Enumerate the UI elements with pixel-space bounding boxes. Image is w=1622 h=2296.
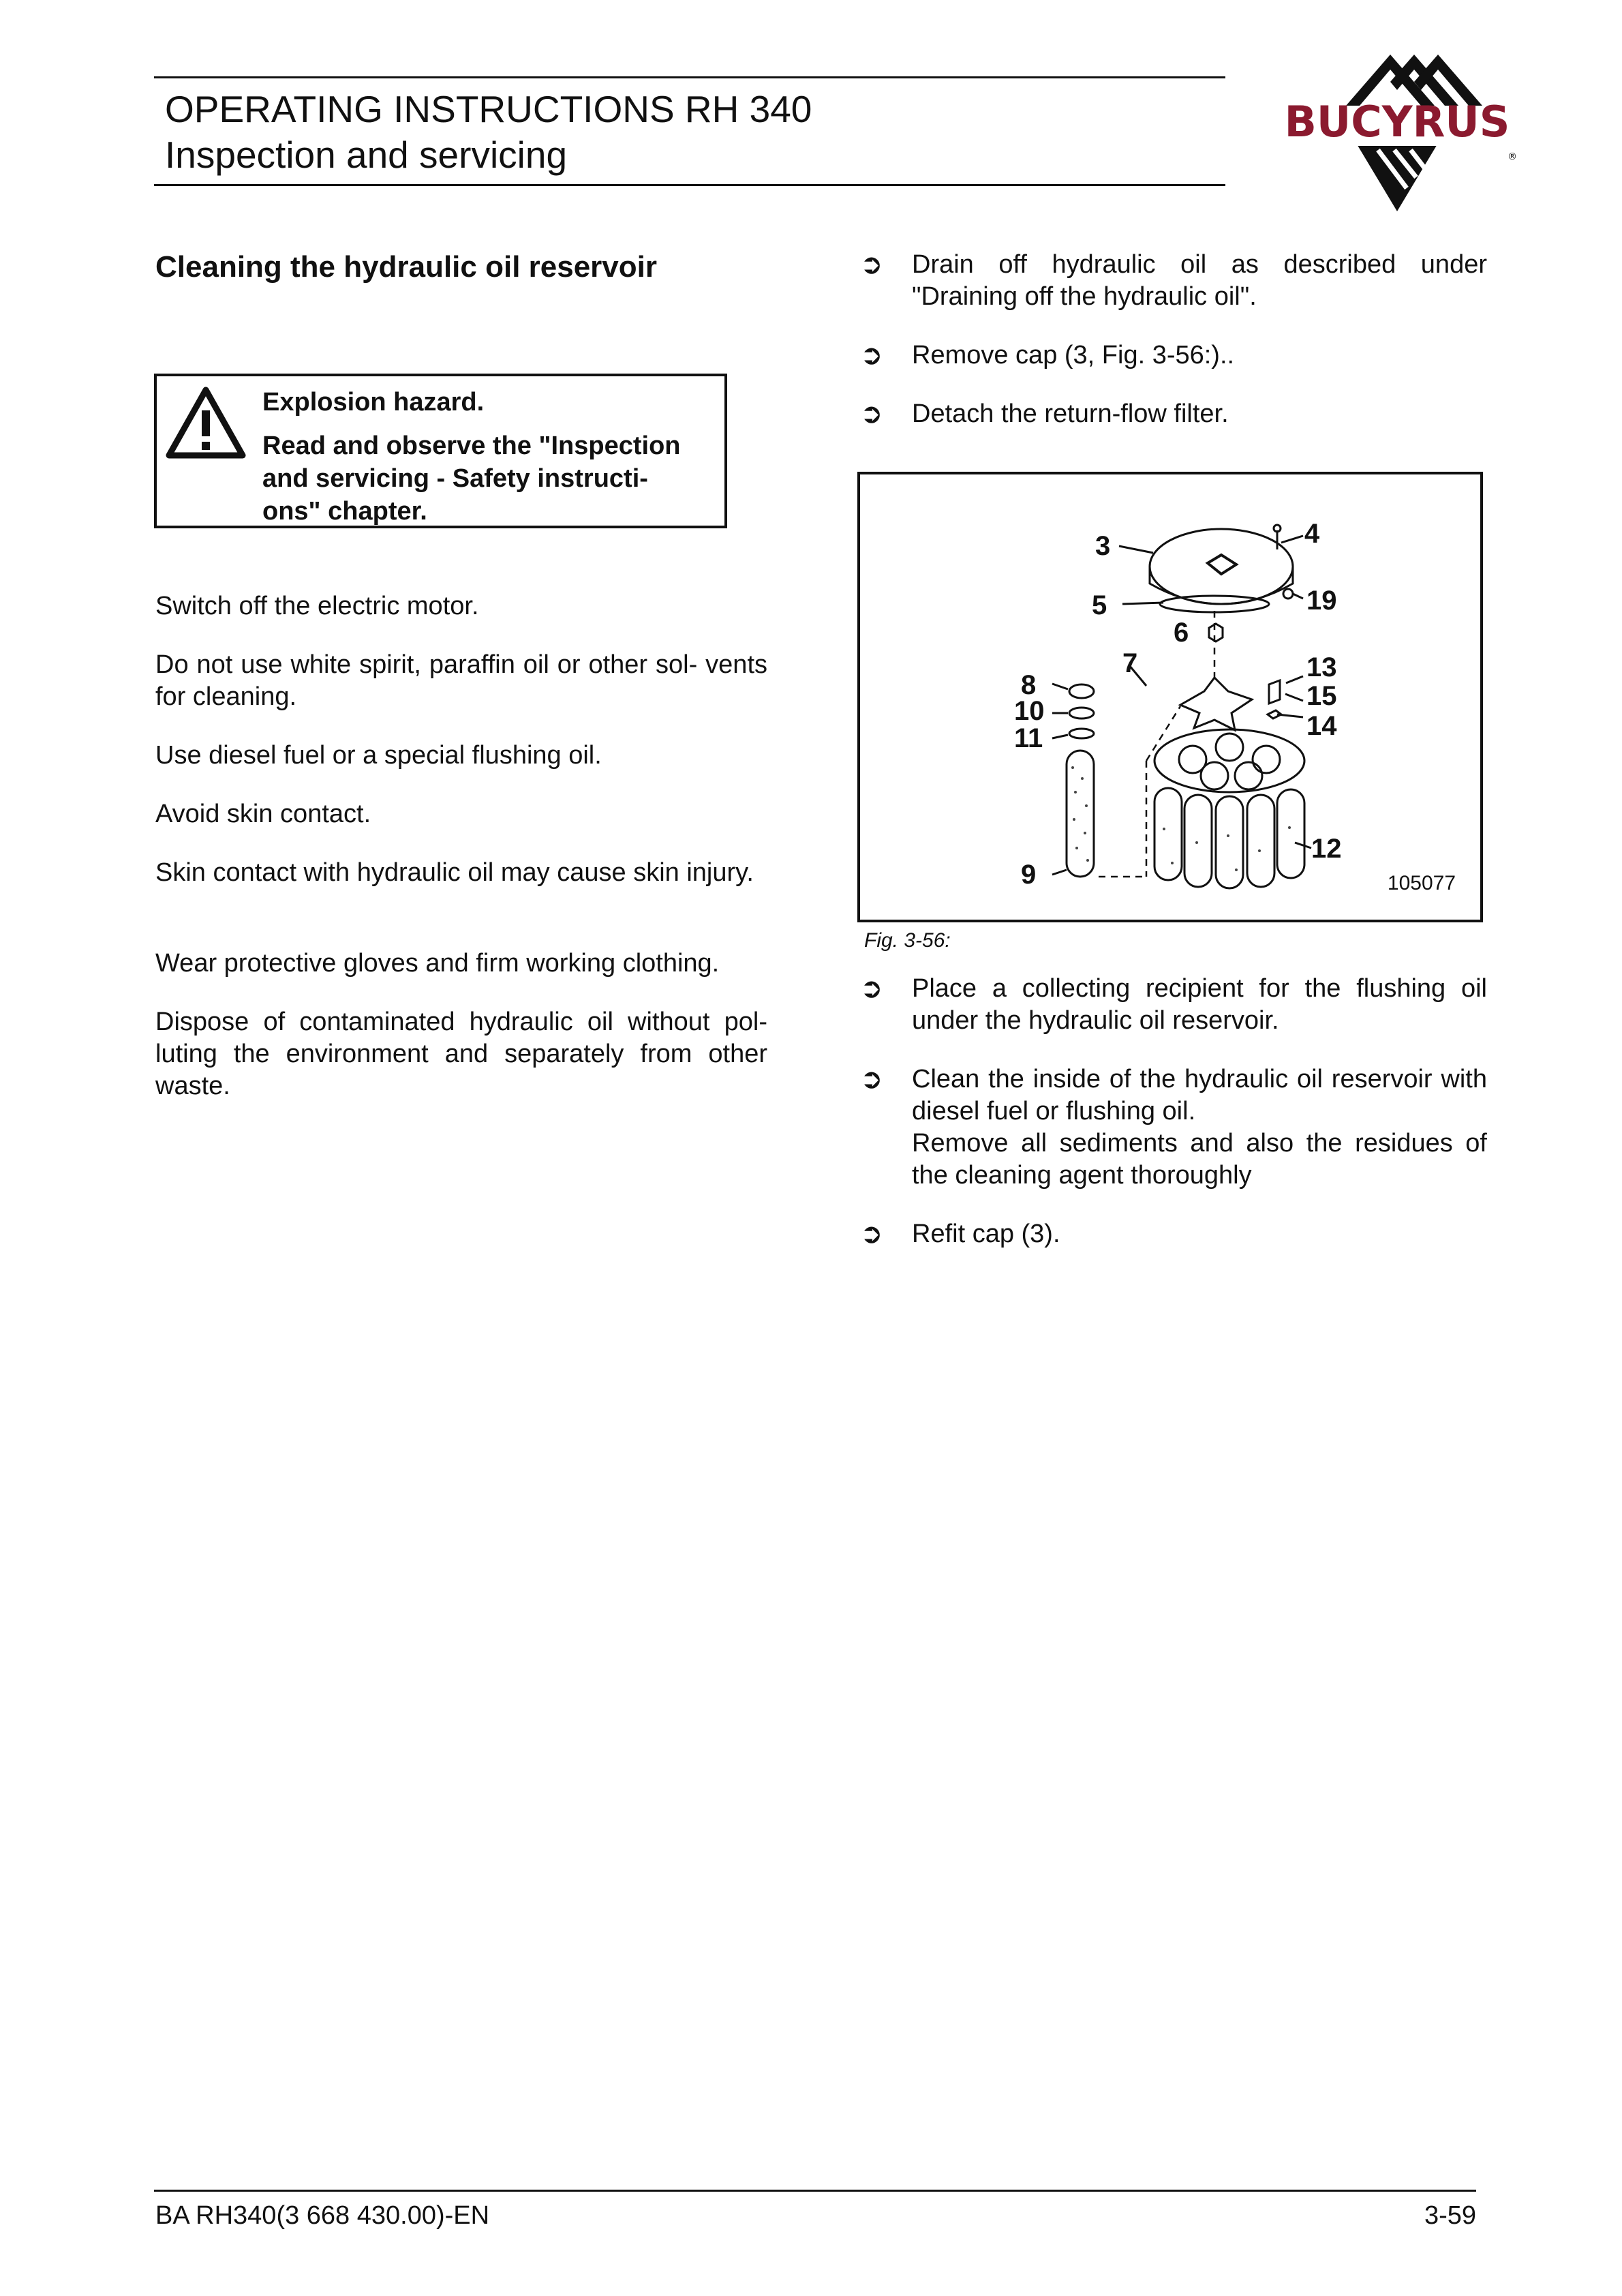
bucyrus-logo <box>1261 48 1533 222</box>
paragraph: Avoid skin contact. <box>155 800 371 828</box>
figure-callout-label: 12 <box>1311 834 1342 864</box>
step-arrow-icon: ➲ <box>860 399 883 429</box>
figure-callout-label: 19 <box>1306 586 1337 616</box>
step-text: Clean the inside of the hydraulic oil reservoir with diesel fuel or flushing oil. <box>912 1065 1487 1126</box>
warning-text: Read and observe the "Inspection and servicing - Safety instructi- ons" chapter. <box>262 432 681 526</box>
paragraph: Do not use white spirit, paraffin oil or other sol- vents for cleaning. <box>155 650 767 711</box>
warning-title: Explosion hazard. <box>262 388 485 417</box>
chapter-subtitle: Inspection and servicing <box>165 134 568 176</box>
step-arrow-icon: ➲ <box>860 250 883 280</box>
step-text: Remove all sediments and also the residues of the cleaning agent thoroughly <box>912 1129 1487 1190</box>
filter-exploded-drawing <box>860 474 1480 920</box>
figure-callout-label: 3 <box>1095 531 1111 561</box>
figure-callout-label: 5 <box>1092 590 1107 620</box>
step-text: Refit cap (3). <box>912 1220 1060 1248</box>
figure-callout-label: 8 <box>1021 670 1037 700</box>
svg-text:®: ® <box>1508 151 1517 162</box>
step-arrow-icon: ➲ <box>860 1219 883 1249</box>
step-arrow-icon: ➲ <box>860 973 883 1003</box>
figure-callout-label: 6 <box>1174 618 1189 648</box>
paragraph: Use diesel fuel or a special flushing oil. <box>155 741 602 770</box>
figure-callout-label: 4 <box>1304 519 1320 549</box>
step-text: Place a collecting recipient for the flushing oil under the hydraulic oil reservoir. <box>912 974 1487 1035</box>
step-arrow-icon: ➲ <box>860 340 883 370</box>
figure-callout-label: 10 <box>1014 696 1045 726</box>
figure-frame <box>857 472 1483 922</box>
paragraph: Wear protective gloves and firm working clothing. <box>155 949 720 978</box>
logo-text: BUCYRUS <box>1284 97 1510 147</box>
figure-id: 105077 <box>1387 872 1456 894</box>
figure-callout-label: 9 <box>1021 860 1037 890</box>
paragraph: Skin contact with hydraulic oil may cause skin injury. <box>155 858 754 887</box>
header-bottom-rule <box>154 184 1225 186</box>
step-text: Drain off hydraulic oil as described under "Draining off the hydraulic oil". <box>912 250 1487 311</box>
paragraph: Dispose of contaminated hydraulic oil without pol- luting the environment and separately from other waste. <box>155 1008 767 1100</box>
document-reference: BA RH340(3 668 430.00)-EN <box>155 2201 490 2230</box>
footer-rule <box>154 2190 1476 2192</box>
figure-callout-label: 13 <box>1306 652 1337 682</box>
section-heading: Cleaning the hydraulic oil reservoir <box>155 250 657 284</box>
header-top-rule <box>154 76 1225 78</box>
warning-triangle-icon <box>165 386 247 459</box>
figure-callout-label: 7 <box>1122 648 1138 678</box>
step-text: Remove cap (3, Fig. 3-56:).. <box>912 341 1235 369</box>
page-number: 3-59 <box>1424 2201 1476 2230</box>
figure-caption: Fig. 3-56: <box>864 929 951 952</box>
warning-box <box>154 374 727 528</box>
step-arrow-icon: ➲ <box>860 1064 883 1094</box>
figure-callout-label: 11 <box>1014 723 1043 753</box>
figure-callout-label: 14 <box>1306 711 1337 741</box>
document-title: OPERATING INSTRUCTIONS RH 340 <box>165 88 812 130</box>
step-text: Detach the return-flow filter. <box>912 399 1229 428</box>
figure-callout-label: 15 <box>1306 681 1337 711</box>
paragraph: Switch off the electric motor. <box>155 592 479 620</box>
